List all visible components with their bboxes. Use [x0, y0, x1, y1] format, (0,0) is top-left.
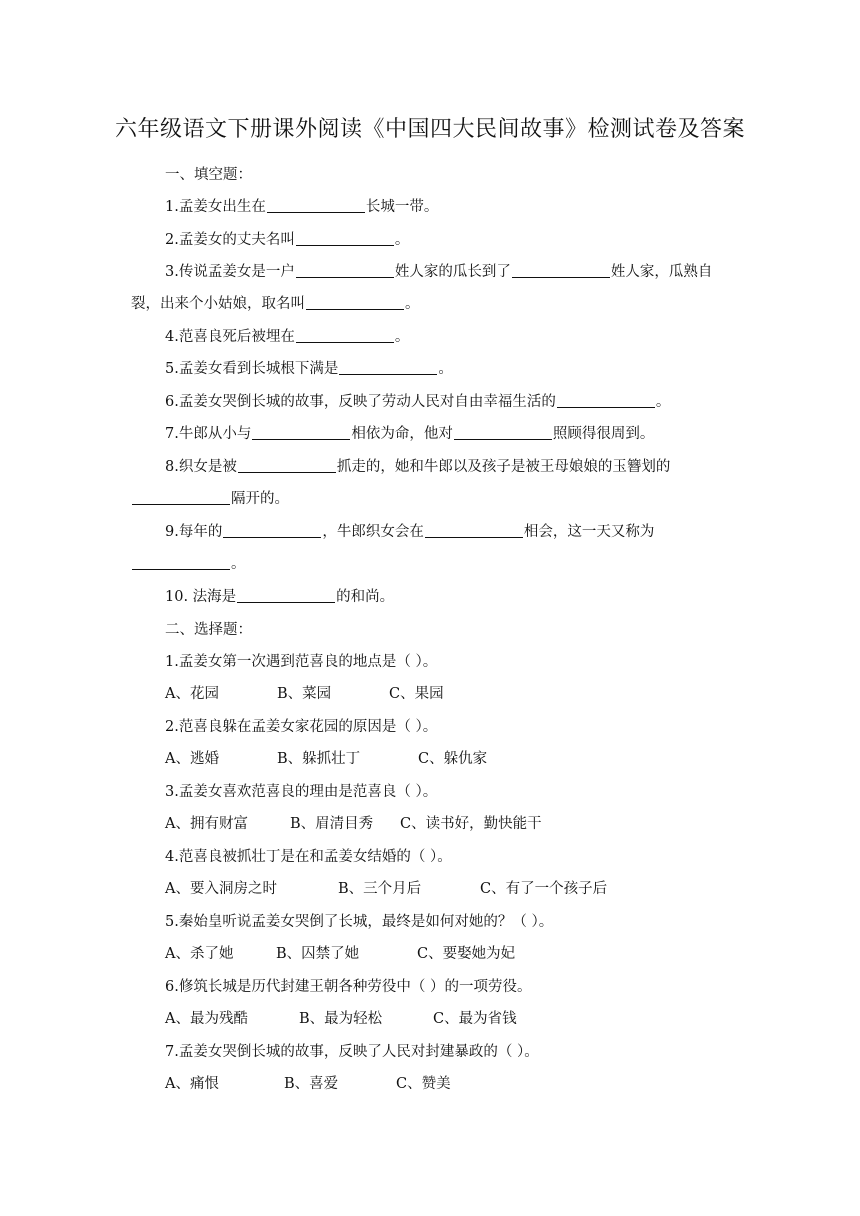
fill-question-6: 6.孟姜女哭倒长城的故事，反映了劳动人民对自由幸福生活的 。: [165, 394, 671, 410]
answer-blank[interactable]: [296, 276, 394, 278]
option-a[interactable]: A、痛恨: [165, 1076, 219, 1092]
choice-options-6: [165, 1007, 517, 1028]
choice-question-4: 4.范喜良被抓壮丁是在和孟姜女结婚的（ ）。: [165, 849, 452, 865]
answer-blank[interactable]: [267, 211, 365, 213]
option-a[interactable]: A、最为残酷: [165, 1011, 248, 1027]
option-c[interactable]: C、要娶她为妃: [417, 946, 516, 962]
choice-options-5: [165, 942, 515, 963]
choice-options-2: [165, 747, 487, 768]
option-b[interactable]: B、眉清目秀: [290, 816, 374, 832]
choice-options-4: [165, 877, 607, 898]
option-b[interactable]: B、喜爱: [284, 1076, 339, 1092]
answer-blank[interactable]: [238, 471, 336, 473]
option-c[interactable]: C、最为省钱: [433, 1011, 517, 1027]
fill-question-2: 2.孟姜女的丈夫名叫 。: [165, 232, 410, 248]
choice-question-5: 5.秦始皇听说孟姜女哭倒了长城，最终是如何对她的？（ ）。: [165, 914, 554, 930]
fill-question-5: 5.孟姜女看到长城根下满是 。: [165, 361, 453, 377]
answer-blank[interactable]: [454, 438, 552, 440]
answer-blank[interactable]: [557, 406, 655, 408]
section-heading-choice: 二、选择题：: [165, 622, 252, 638]
choice-question-6: 6.修筑长城是历代封建王朝各种劳役中（ ）的一项劳役。: [165, 979, 532, 995]
answer-blank[interactable]: [252, 438, 350, 440]
fill-question-7: 7.牛郎从小与 相依为命，他对 照顾得很周到。: [165, 426, 655, 442]
choice-question-3: 3.孟姜女喜欢范喜良的理由是范喜良（ ）。: [165, 784, 438, 800]
option-a[interactable]: A、拥有财富: [165, 816, 248, 832]
option-c[interactable]: C、躲仇家: [418, 751, 488, 767]
answer-blank[interactable]: [339, 373, 437, 375]
choice-options-3: [165, 812, 542, 833]
fill-question-3-continued: 裂，出来个小姑娘，取名叫 。: [131, 296, 420, 312]
option-a[interactable]: A、要入洞房之时: [165, 881, 277, 897]
fill-question-8-continued: 隔开的。: [131, 487, 289, 508]
fill-question-3: 3.传说孟姜女是一户 姓人家的瓜长到了 姓人家，瓜熟自: [165, 264, 713, 280]
fill-question-1: 1.孟姜女出生在 长城一带。: [165, 199, 439, 215]
option-b[interactable]: B、最为轻松: [299, 1011, 383, 1027]
choice-question-1: 1.孟姜女第一次遇到范喜良的地点是（ ）。: [165, 654, 438, 670]
fill-question-9-continued: 。: [131, 552, 246, 573]
option-c[interactable]: C、读书好，勤快能干: [400, 816, 542, 832]
answer-blank[interactable]: [512, 276, 610, 278]
fill-question-9: 9.每年的 ，牛郎织女会在 相会，这一天又称为: [165, 524, 655, 540]
choice-question-2: 2.范喜良躲在孟姜女家花园的原因是（ ）。: [165, 719, 438, 735]
fill-question-4: 4.范喜良死后被埋在 。: [165, 329, 410, 345]
option-a[interactable]: A、花园: [165, 686, 219, 702]
option-b[interactable]: B、囚禁了她: [276, 946, 360, 962]
choice-options-1: [165, 682, 444, 703]
answer-blank[interactable]: [296, 341, 394, 343]
option-a[interactable]: A、杀了她: [165, 946, 234, 962]
answer-blank[interactable]: [425, 536, 523, 538]
fill-question-8: 8.织女是被 抓走的，她和牛郎以及孩子是被王母娘娘的玉簪划的: [165, 459, 671, 475]
choice-question-7: 7.孟姜女哭倒长城的故事，反映了人民对封建暴政的（ ）。: [165, 1044, 539, 1060]
option-b[interactable]: B、三个月后: [338, 881, 422, 897]
choice-options-7: [165, 1072, 451, 1093]
option-b[interactable]: B、躲抓壮丁: [277, 751, 361, 767]
option-a[interactable]: A、逃婚: [165, 751, 219, 767]
answer-blank[interactable]: [237, 601, 335, 603]
answer-blank[interactable]: [132, 503, 230, 505]
option-c[interactable]: C、有了一个孩子后: [480, 881, 608, 897]
page-title: 六年级语文下册课外阅读《中国四大民间故事》检测试卷及答案: [114, 117, 745, 142]
option-b[interactable]: B、菜园: [277, 686, 332, 702]
section-heading-fill: 一、填空题：: [165, 167, 252, 183]
answer-blank[interactable]: [296, 244, 394, 246]
option-c[interactable]: C、果园: [389, 686, 444, 702]
answer-blank[interactable]: [223, 536, 321, 538]
answer-blank[interactable]: [132, 568, 230, 570]
option-c[interactable]: C、赞美: [396, 1076, 451, 1092]
fill-question-10: 10. 法海是 的和尚。: [165, 589, 395, 605]
answer-blank[interactable]: [306, 308, 404, 310]
